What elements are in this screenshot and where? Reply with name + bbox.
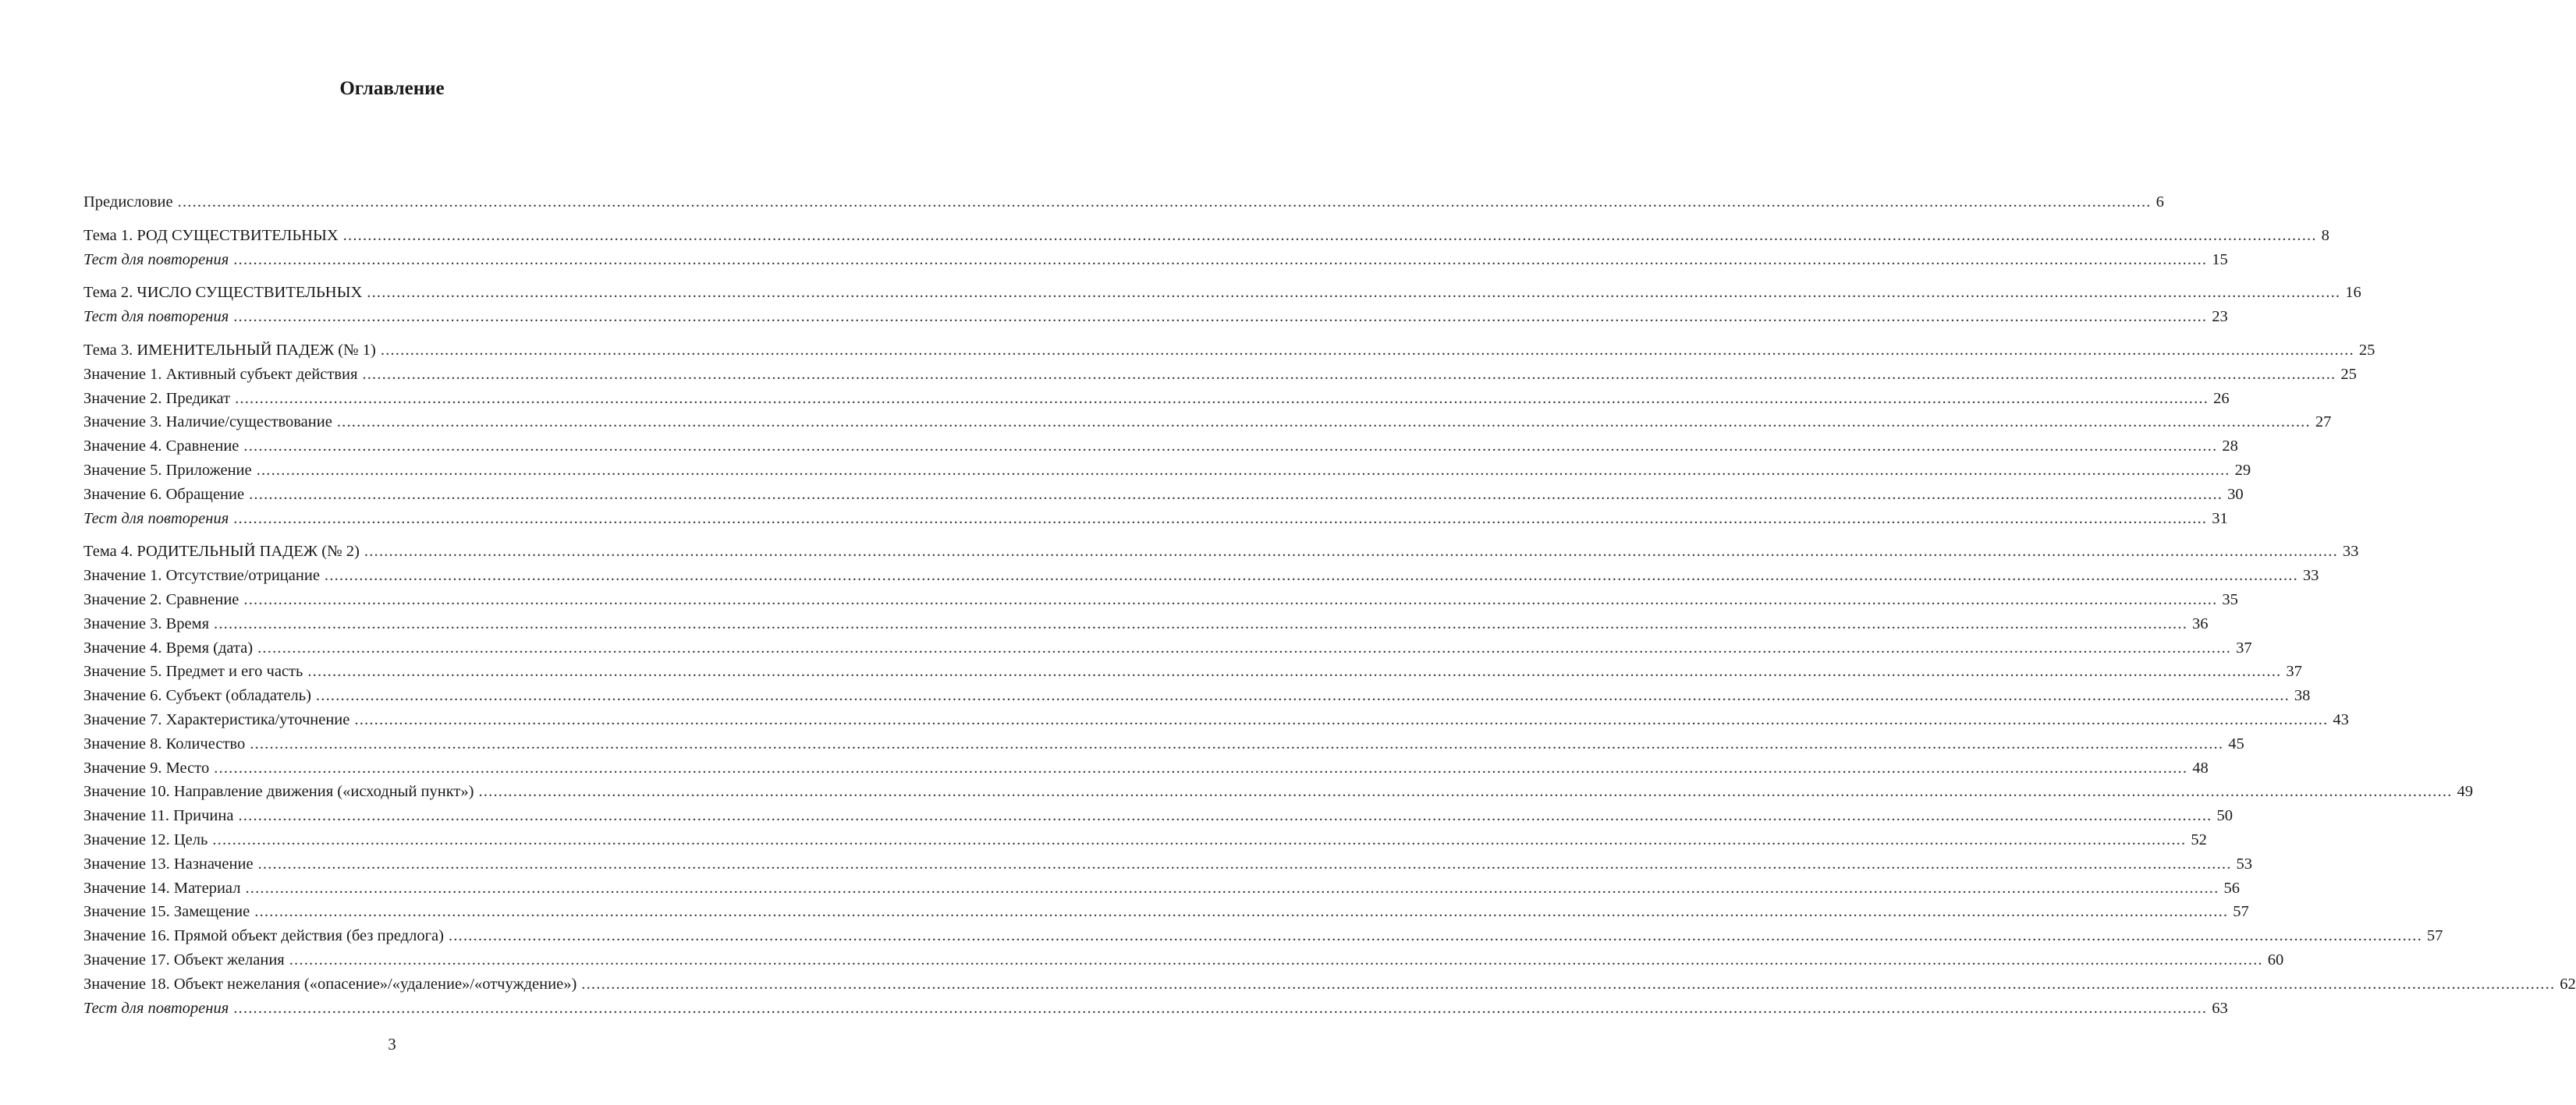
toc-entry <box>83 780 2473 804</box>
toc-entry <box>83 507 2228 531</box>
toc-entry-page: 30 <box>2227 485 2244 503</box>
toc-dot-leader: ................................................................................................................................................................................................................................................................................................................................................................................................................ <box>581 975 2556 993</box>
toc-dot-leader: ................................................................................................................................................................................................................................................................................................................................................................................................................ <box>243 590 2218 608</box>
toc-entry-page: 29 <box>2234 461 2251 479</box>
toc-entry-label: Значение 15. Замещение <box>83 903 250 921</box>
toc-entry-page: 15 <box>2212 250 2228 268</box>
toc-entry-label: Значение 9. Место <box>83 759 210 777</box>
toc-entry-label: Значение 1. Отсутствие/отрицание <box>83 567 320 585</box>
table-of-contents <box>83 190 2576 1020</box>
toc-entry-page: 27 <box>2315 413 2332 431</box>
toc-entry <box>83 483 2244 507</box>
toc-entry-page: 33 <box>2302 567 2319 585</box>
toc-entry-page: 38 <box>2294 687 2311 705</box>
toc-entry <box>83 564 2319 588</box>
toc-entry <box>83 636 2252 661</box>
toc-entry <box>83 684 2311 708</box>
toc-entry <box>83 948 2284 972</box>
toc-dot-leader: ................................................................................................................................................................................................................................................................................................................................................................................................................ <box>257 639 2232 657</box>
toc-entry <box>83 248 2228 272</box>
toc-entry <box>83 281 2361 305</box>
toc-entry <box>83 305 2228 329</box>
toc-entry <box>83 804 2233 828</box>
toc-entry-page: 62 <box>2560 975 2576 993</box>
toc-entry-page: 49 <box>2457 783 2473 801</box>
toc-entry-label: Значение 3. Время <box>83 614 210 632</box>
toc-entry <box>83 972 2576 997</box>
toc-entry-label: Тема 3. ИМЕНИТЕЛЬНЫЙ ПАДЕЖ (№ 1) <box>83 341 376 359</box>
toc-dot-leader: ................................................................................................................................................................................................................................................................................................................................................................................................................ <box>250 735 2224 753</box>
toc-dot-leader: ................................................................................................................................................................................................................................................................................................................................................................................................................ <box>254 903 2229 921</box>
toc-entry-label: Значение 4. Время (дата) <box>83 639 254 657</box>
toc-entry-label: Тема 1. РОД СУЩЕСТВИТЕЛЬНЫХ <box>83 226 339 244</box>
toc-dot-leader: ................................................................................................................................................................................................................................................................................................................................................................................................................ <box>307 663 2282 681</box>
toc-entry <box>83 588 2238 612</box>
toc-entry-page: 56 <box>2223 879 2240 897</box>
toc-entry-page: 25 <box>2358 341 2376 359</box>
toc-entry-label: Тест для повторения <box>83 999 229 1017</box>
toc-dot-leader: ................................................................................................................................................................................................................................................................................................................................................................................................................ <box>256 461 2230 479</box>
toc-dot-leader: ................................................................................................................................................................................................................................................................................................................................................................................................................ <box>233 250 2208 268</box>
toc-entry-label: Значение 2. Сравнение <box>83 590 240 608</box>
toc-dot-leader: ................................................................................................................................................................................................................................................................................................................................................................................................................ <box>177 193 2152 211</box>
toc-entry-page: 43 <box>2333 710 2349 728</box>
toc-dot-leader: ................................................................................................................................................................................................................................................................................................................................................................................................................ <box>214 614 2188 632</box>
toc-dot-leader: ................................................................................................................................................................................................................................................................................................................................................................................................................ <box>249 485 2223 503</box>
toc-entry-page: 57 <box>2233 903 2249 921</box>
toc-entry-page: 25 <box>2340 365 2357 383</box>
toc-entry-page: 33 <box>2342 543 2359 561</box>
toc-entry <box>83 924 2443 948</box>
toc-entry-page: 50 <box>2216 807 2233 825</box>
toc-entry-page: 16 <box>2345 284 2361 302</box>
toc-entry-label: Значение 13. Назначение <box>83 855 254 873</box>
toc-entry <box>83 363 2357 387</box>
toc-dot-leader: ................................................................................................................................................................................................................................................................................................................................................................................................................ <box>362 365 2336 383</box>
toc-dot-leader: ................................................................................................................................................................................................................................................................................................................................................................................................................ <box>233 509 2208 527</box>
toc-entry-label: Значение 5. Предмет и его часть <box>83 663 303 681</box>
page-number: 3 <box>388 1035 396 1054</box>
toc-entry-page: 35 <box>2222 590 2238 608</box>
toc-entry-page: 37 <box>2286 663 2302 681</box>
toc-entry-label: Значение 18. Объект нежелания («опасение»/«удаление»/«отчуждение») <box>83 975 577 993</box>
toc-entry-label: Значение 10. Направление движения («исходный пункт») <box>83 783 474 801</box>
toc-dot-leader: ................................................................................................................................................................................................................................................................................................................................................................................................................ <box>336 413 2311 431</box>
toc-entry-label: Значение 12. Цель <box>83 831 208 848</box>
toc-entry-page: 53 <box>2236 855 2253 873</box>
toc-entry-page: 31 <box>2212 509 2228 527</box>
toc-entry-page: 45 <box>2228 735 2244 753</box>
toc-dot-leader: ................................................................................................................................................................................................................................................................................................................................................................................................................ <box>342 226 2317 244</box>
toc-entry-label: Значение 16. Прямой объект действия (без предлога) <box>83 927 444 945</box>
toc-entry <box>83 190 2164 214</box>
toc-dot-leader: ................................................................................................................................................................................................................................................................................................................................................................................................................ <box>367 284 2341 302</box>
toc-entry-page: 36 <box>2192 614 2209 632</box>
toc-entry-page: 60 <box>2267 951 2284 969</box>
toc-dot-leader: ................................................................................................................................................................................................................................................................................................................................................................................................................ <box>233 308 2208 326</box>
toc-entry-page: 23 <box>2212 308 2228 326</box>
toc-entry <box>83 877 2240 901</box>
toc-entry-label: Значение 5. Приложение <box>83 461 252 479</box>
toc-entry-page: 63 <box>2212 999 2228 1017</box>
toc-entry-label: Тема 4. РОДИТЕЛЬНЫЙ ПАДЕЖ (№ 2) <box>83 543 360 561</box>
toc-entry-label: Значение 6. Субъект (обладатель) <box>83 687 311 705</box>
toc-entry-label: Значение 14. Материал <box>83 879 241 897</box>
toc-entry <box>83 434 2238 459</box>
toc-entry-label: Тест для повторения <box>83 308 229 326</box>
toc-entry <box>83 732 2244 756</box>
toc-entry <box>83 224 2329 248</box>
toc-entry <box>83 756 2209 781</box>
toc-dot-leader: ................................................................................................................................................................................................................................................................................................................................................................................................................ <box>233 999 2208 1017</box>
toc-entry-label: Значение 7. Характеристика/уточнение <box>83 710 350 728</box>
toc-dot-leader: ................................................................................................................................................................................................................................................................................................................................................................................................................ <box>245 879 2219 897</box>
toc-dot-leader: ................................................................................................................................................................................................................................................................................................................................................................................................................ <box>289 951 2263 969</box>
toc-entry-page: 6 <box>2156 193 2164 211</box>
toc-entry-page: 28 <box>2222 437 2238 455</box>
toc-entry <box>83 338 2376 363</box>
toc-entry-label: Значение 4. Сравнение <box>83 437 240 455</box>
toc-entry-label: Значение 6. Обращение <box>83 485 245 503</box>
toc-entry-label: Значение 8. Количество <box>83 735 246 753</box>
toc-dot-leader: ................................................................................................................................................................................................................................................................................................................................................................................................................ <box>364 543 2338 561</box>
toc-entry-label: Значение 17. Объект желания <box>83 951 285 969</box>
toc-dot-leader: ................................................................................................................................................................................................................................................................................................................................................................................................................ <box>380 341 2354 359</box>
toc-dot-leader: ................................................................................................................................................................................................................................................................................................................................................................................................................ <box>324 567 2298 585</box>
toc-entry <box>83 387 2230 411</box>
toc-entry <box>83 708 2349 732</box>
toc-entry-page: 26 <box>2213 389 2230 407</box>
toc-dot-leader: ................................................................................................................................................................................................................................................................................................................................................................................................................ <box>315 687 2290 705</box>
toc-entry <box>83 997 2228 1021</box>
toc-dot-leader: ................................................................................................................................................................................................................................................................................................................................................................................................................ <box>478 783 2453 801</box>
toc-entry-label: Значение 1. Активный субъект действия <box>83 365 358 383</box>
toc-entry <box>83 410 2332 434</box>
toc-entry <box>83 540 2359 564</box>
toc-entry-label: Значение 3. Наличие/существование <box>83 413 332 431</box>
toc-dot-leader: ................................................................................................................................................................................................................................................................................................................................................................................................................ <box>212 831 2187 848</box>
toc-dot-leader: ................................................................................................................................................................................................................................................................................................................................................................................................................ <box>448 927 2422 945</box>
toc-entry-label: Значение 11. Причина <box>83 807 234 825</box>
toc-entry <box>83 900 2249 924</box>
page-title: Оглавление <box>339 78 445 99</box>
toc-dot-leader: ................................................................................................................................................................................................................................................................................................................................................................................................................ <box>214 759 2188 777</box>
toc-entry-page: 57 <box>2426 927 2443 945</box>
toc-entry-page: 37 <box>2236 639 2252 657</box>
toc-dot-leader: ................................................................................................................................................................................................................................................................................................................................................................................................................ <box>243 437 2218 455</box>
toc-entry <box>83 459 2251 483</box>
toc-entry-label: Тема 2. ЧИСЛО СУЩЕСТВИТЕЛЬНЫХ <box>83 284 363 302</box>
toc-entry-page: 52 <box>2191 831 2207 848</box>
toc-dot-leader: ................................................................................................................................................................................................................................................................................................................................................................................................................ <box>238 807 2212 825</box>
toc-entry <box>83 612 2209 636</box>
toc-entry <box>83 828 2207 852</box>
toc-entry <box>83 660 2302 684</box>
toc-dot-leader: ................................................................................................................................................................................................................................................................................................................................................................................................................ <box>354 710 2329 728</box>
toc-entry <box>83 852 2253 877</box>
toc-entry-page: 8 <box>2321 226 2329 244</box>
toc-dot-leader: ................................................................................................................................................................................................................................................................................................................................................................................................................ <box>235 389 2209 407</box>
toc-entry-page: 48 <box>2192 759 2209 777</box>
toc-dot-leader: ................................................................................................................................................................................................................................................................................................................................................................................................................ <box>257 855 2232 873</box>
toc-entry-label: Тест для повторения <box>83 509 229 527</box>
toc-entry-label: Значение 2. Предикат <box>83 389 231 407</box>
toc-entry-label: Тест для повторения <box>83 250 229 268</box>
toc-entry-label: Предисловие <box>83 193 173 211</box>
